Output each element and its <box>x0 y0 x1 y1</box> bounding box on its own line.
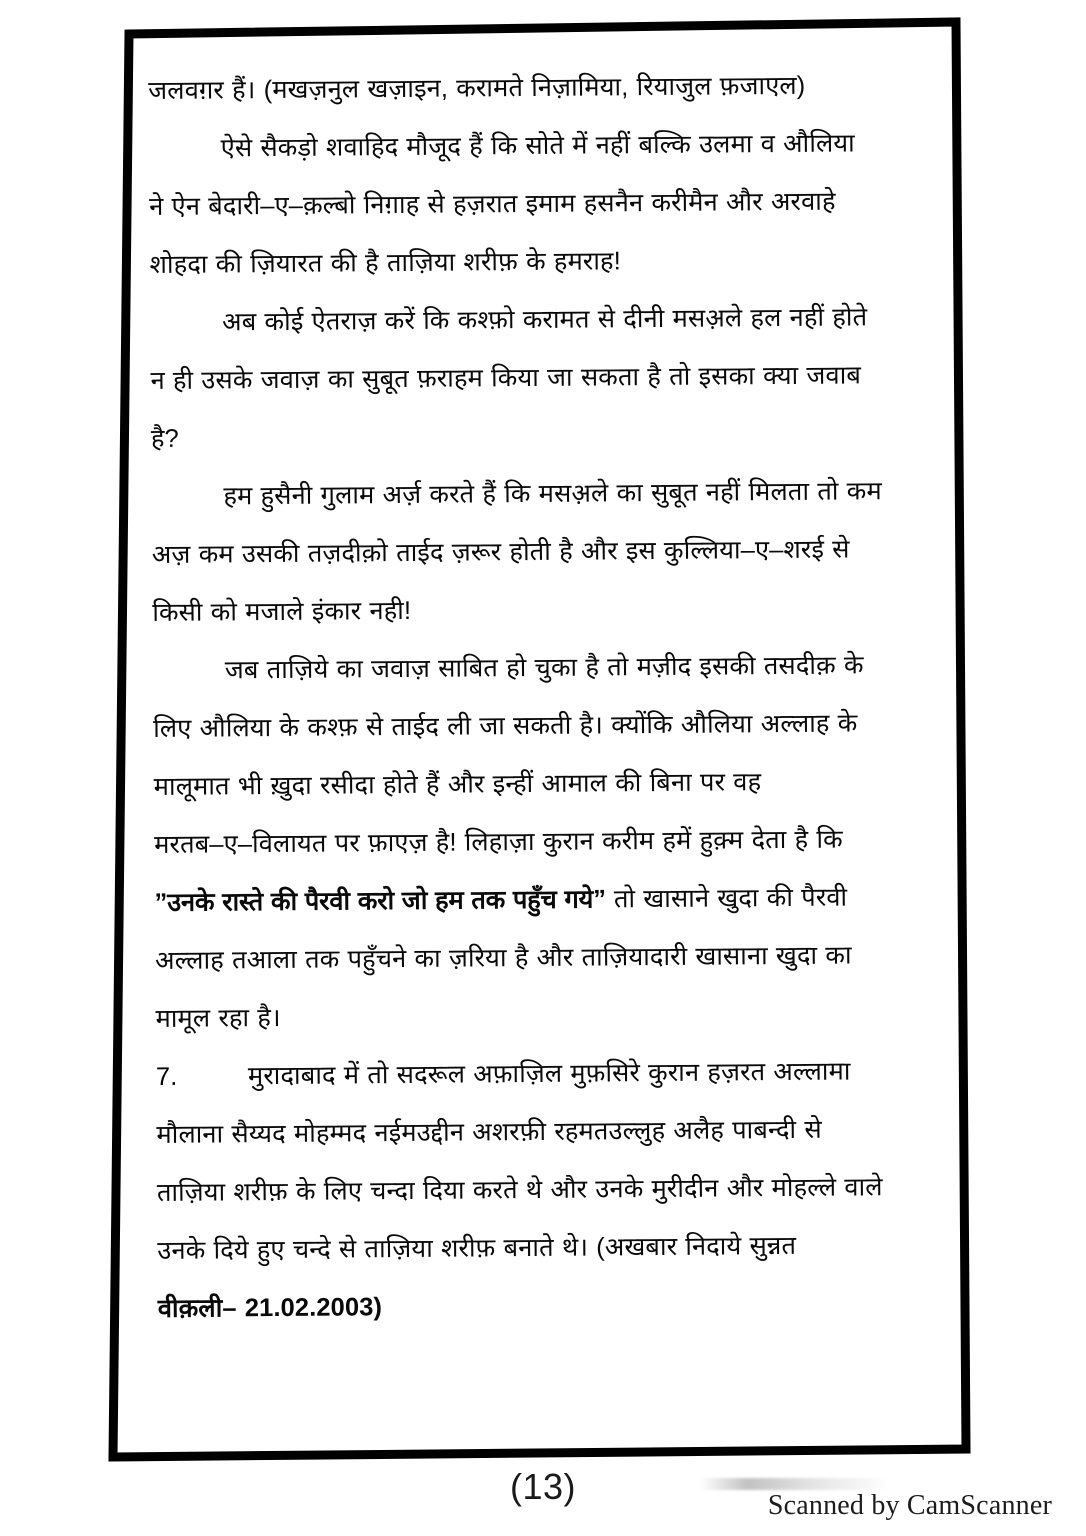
paragraph-3 <box>150 288 941 468</box>
text-line: ऐसे सैकड़ो शवाहिद मौजूद हैं कि सोते में नहीं बल्कि उलमा व औलिया <box>220 129 855 163</box>
text-line: जलवग़र हैं। (मखज़नुल खज़ाइन, करामते निज़ामिया, रियाजुल फ़जाएल) <box>148 71 806 105</box>
text-line: मौलाना सैय्यद मोहम्मद नईमउद्दीन अशरफ़ी रहमतउल्लुह अलैह पाबन्दी से <box>156 1115 822 1149</box>
quote-line <box>154 868 944 932</box>
text-line: ताज़िया शरीफ़ के लिए चन्दा दिया करते थे और उनके मुरीदीन और मोहल्ले वाले <box>156 1173 883 1207</box>
paragraph-6-cont <box>156 1100 948 1338</box>
numbered-item-7 <box>156 1042 946 1106</box>
page-number: (13) <box>509 1466 577 1507</box>
text-line: मामूल रहा है। <box>155 1003 281 1033</box>
text-line: अज़ कम उसकी तज़दीक़ो ताईद ज़रूर होती है और इस कुल्लिया–ए–शरई से <box>151 535 850 569</box>
camscanner-watermark: Scanned by CamScanner <box>767 1490 1052 1521</box>
item-body <box>222 1042 946 1106</box>
text-line: जब ताज़िये का जवाज़ साबित हो चुका है तो मज़ीद इसकी तसदीक़ के <box>224 651 864 685</box>
text-line: उनके दिये हुए चन्दे से ताज़िया शरीफ़ बनाते थे। (अखबार निदाये सुन्नत <box>157 1231 797 1265</box>
item-number: 7. <box>155 1062 178 1091</box>
paragraph-6 <box>222 1042 946 1106</box>
paragraph-5 <box>153 636 946 1048</box>
paragraph-continuation <box>148 56 938 120</box>
text-line: शोहदा की ज़ियारत की है ताज़िया शरीफ़ के हमराह! <box>149 247 621 279</box>
text-line: न ही उसके जवाज़ का सुबूत फ़राहम किया जा सकता है तो इसका क्या जवाब <box>150 361 862 395</box>
text-line: मालूमात भी ख़ुदा रसीदा होते हैं और इन्हीं आमाल की बिना पर वह <box>153 768 762 801</box>
text-line: है? <box>150 424 180 453</box>
text-line: लिए औलिया के कश्फ़ से ताईद ली जा सकती है। क्योंकि औलिया अल्लाह के <box>153 709 858 743</box>
text-line: ने ऐन बेदारी–ए–क़ल्बो निग़ाह से हज़रात इमाम हसनैन करीमैन और अरवाहे <box>149 187 836 221</box>
text-line: अब कोई ऐतराज़ करें कि कश्फ़ो करामत से दीनी मसअ़ले हल नहीं होते <box>221 303 868 337</box>
text-line: किसी को मजाले इंकार नही! <box>152 596 412 627</box>
text-line-citation: वीक़ली– 21.02.2003) <box>157 1293 383 1323</box>
paragraph-4 <box>151 462 942 642</box>
text-line: हम हुसैनी गुलाम अर्ज़ करते हैं कि मसअ़ले का सुबूत नहीं मिलता तो कम <box>223 477 882 511</box>
paragraph-2 <box>148 114 939 294</box>
text-line: मरतब–ए–विलायत पर फ़ाएज़ है! लिहाज़ा कुरान करीम हमें हुक़्म देता है कि <box>154 825 843 859</box>
text-line: मुरादाबाद में तो सदरूल अफ़ाज़िल मुफ़सिरे कुरान हज़रत अल्लामा <box>247 1057 851 1091</box>
bold-quote-text: ”उनके रास्ते की पैरवी करो जो हम तक पहुँच गये” <box>154 885 606 917</box>
page-text-body <box>148 56 948 1338</box>
text-line: अल्लाह तआला तक पहुँचने का ज़रिया है और ताज़ियादारी खासाना खुदा का <box>154 941 852 975</box>
scan-smudge <box>700 1478 890 1490</box>
quote-line-remainder: तो खासाने खुदा की पैरवी <box>605 883 848 914</box>
